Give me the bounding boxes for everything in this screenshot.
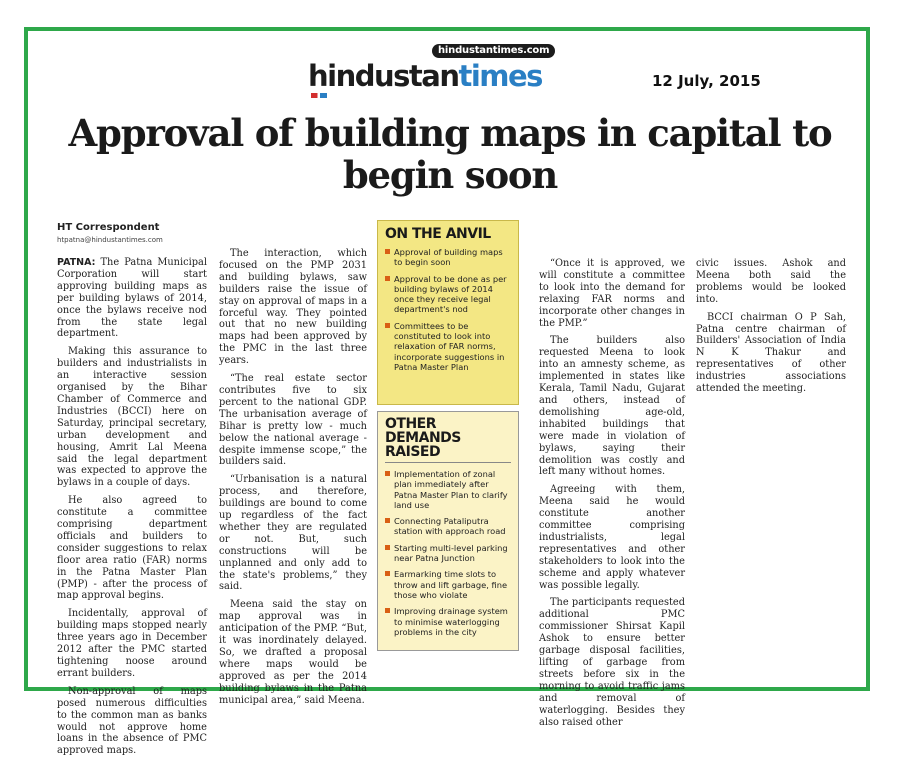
byline-email: htpatna@hindustantimes.com — [57, 236, 163, 244]
publication-date: 12 July, 2015 — [652, 72, 761, 90]
raised-item-text: Connecting Pataliputra station with approach road — [394, 516, 506, 537]
article-paragraph: BCCI chairman O P Sah, Patna centre chairman of Builders' Association of India N K Thakur and representatives of other industries associations attended the meeting. — [696, 311, 846, 395]
raised-item — [385, 569, 511, 600]
article-paragraph: “Once it is approved, we will constitute a committee to look into the demand for relaxing FAR norms and incorporate other changes in the PMP.” — [539, 258, 685, 329]
article-paragraph: Non-approval of maps posed numerous difficulties to the common man as banks would not approve home loans in the absence of PMC approved maps. — [57, 685, 207, 757]
anvil-item — [385, 247, 511, 268]
article-column-4 — [539, 258, 685, 728]
article-paragraph: He also agreed to constitute a committee comprising department officials and builders to consider suggestions to relax floor area ratio (FAR) norms in the Patna Master Plan (PMP) - after the process of map approval begins. — [57, 495, 207, 602]
raised-item-text: Implementation of zonal plan immediately after Patna Master Plan to clarify land use — [394, 469, 508, 510]
dateline: PATNA: — [57, 257, 96, 268]
anvil-item-text: Committees to be constituted to look into relaxation of FAR norms, incorporate suggestions in Patna Master Plan — [394, 320, 505, 372]
on-the-anvil-box — [377, 220, 519, 405]
bullet-square-icon — [385, 249, 390, 254]
anvil-item-text: Approval of building maps to begin soon — [394, 247, 503, 268]
article-column-2 — [219, 248, 367, 706]
article-paragraph: The interaction, which focused on the PMP 2031 and building bylaws, saw builders raise the issue of stay on approval of maps in a forceful way. They pointed out that no new building maps had been approved by the PMC in the last three years. — [219, 248, 367, 367]
article-paragraph: Incidentally, approval of building maps stopped nearly three years ago in December 2012 after the PMC started tightening noose around errant builders. — [57, 608, 207, 679]
raised-item-text: Improving drainage system to minimise waterlogging problems in the city — [394, 606, 508, 637]
article-paragraph: The participants requested additional PMC commissioner Shirsat Kapil Ashok to ensure better garbage disposal facilities, lifting of garbage from streets before six in the morning to avoid traffic jams and removal of waterlogging. Besides they also raised other — [539, 597, 685, 728]
bullet-square-icon — [385, 471, 390, 476]
bullet-square-icon — [385, 545, 390, 550]
article-paragraph: Meena said the stay on map approval was in anticipation of the PMP. “But, it was inordinately delayed. So, we drafted a proposal where maps would be approved as per the 2014 building bylaws in the Patna municipal area,” said Meena. — [219, 599, 367, 706]
raised-item — [385, 543, 511, 564]
bullet-square-icon — [385, 276, 390, 281]
anvil-item — [385, 321, 511, 372]
anvil-item — [385, 274, 511, 315]
article-column-5 — [696, 258, 846, 395]
article-headline: Approval of building maps in capital to begin soon — [68, 111, 832, 197]
anvil-item-text: Approval to be done as per building bylaws of 2014 once they receive legal department's nod — [394, 273, 507, 315]
bullet-square-icon — [385, 608, 390, 613]
article-paragraph: “Urbanisation is a natural process, and therefore, buildings are bound to come up regardless of the fact whether they are regulated or not. But, such constructions will be unplanned and only add to the state's problems,” they said. — [219, 474, 367, 593]
site-url-pill: hindustantimes.com — [432, 44, 555, 58]
other-demands-box — [377, 411, 519, 651]
masthead-word-hindustan: hindustan — [308, 59, 459, 93]
article-paragraph: “The real estate sector contributes five to six percent to the national GDP. The urbanisation average of Bihar is pretty low - much below the national average - despite immense scope,” the builders said. — [219, 373, 367, 468]
paragraph-text: The Patna Municipal Corporation will start approving building maps as per building bylaws of 2014, once the bylaws receive nod from the state legal department. — [57, 257, 207, 340]
article-paragraph: civic issues. Ashok and Meena both said the problems would be looked into. — [696, 258, 846, 305]
raised-title-line1: OTHER DEMANDS — [385, 416, 461, 446]
article-paragraph: Agreeing with them, Meena said he would constitute another committee comprising industrialists, legal representatives and other stakeholders to look into the scheme and apply whatever was possible legally. — [539, 484, 685, 591]
raised-item-text: Starting multi-level parking near Patna Junction — [394, 542, 508, 564]
bullet-square-icon — [385, 518, 390, 523]
flag-stripe — [311, 93, 327, 98]
raised-item — [385, 606, 511, 637]
newspaper-masthead — [308, 58, 542, 94]
article-paragraph — [57, 257, 207, 340]
raised-item — [385, 469, 511, 510]
byline-author: HT Correspondent — [57, 222, 160, 233]
bullet-square-icon — [385, 571, 390, 576]
article-column-1 — [57, 257, 207, 757]
article-paragraph: The builders also requested Meena to look into an amnesty scheme, as implemented in states like Kerala, Tamil Nadu, Gujarat and others, instead of demolishing age-old, inhabited buildings that were made in violation of bylaws, saying their demolition was costly and left many without homes. — [539, 335, 685, 478]
bullet-square-icon — [385, 323, 390, 328]
raised-item — [385, 516, 511, 537]
article-paragraph: Making this assurance to builders and industrialists in an interactive session organised by the Bihar Chamber of Commerce and Industries (BCCI) here on Saturday, principal secretary, urban development and housing, Amrit Lal Meena said the legal department was expected to approve the bylaws in a couple of days. — [57, 346, 207, 489]
anvil-title: ON THE ANVIL — [385, 226, 491, 242]
raised-title — [385, 417, 511, 463]
raised-item-text: Earmarking time slots to throw and lift garbage, fine those who violate — [394, 569, 508, 600]
raised-title-line2: RAISED — [385, 444, 441, 460]
masthead-word-times: times — [458, 59, 542, 93]
